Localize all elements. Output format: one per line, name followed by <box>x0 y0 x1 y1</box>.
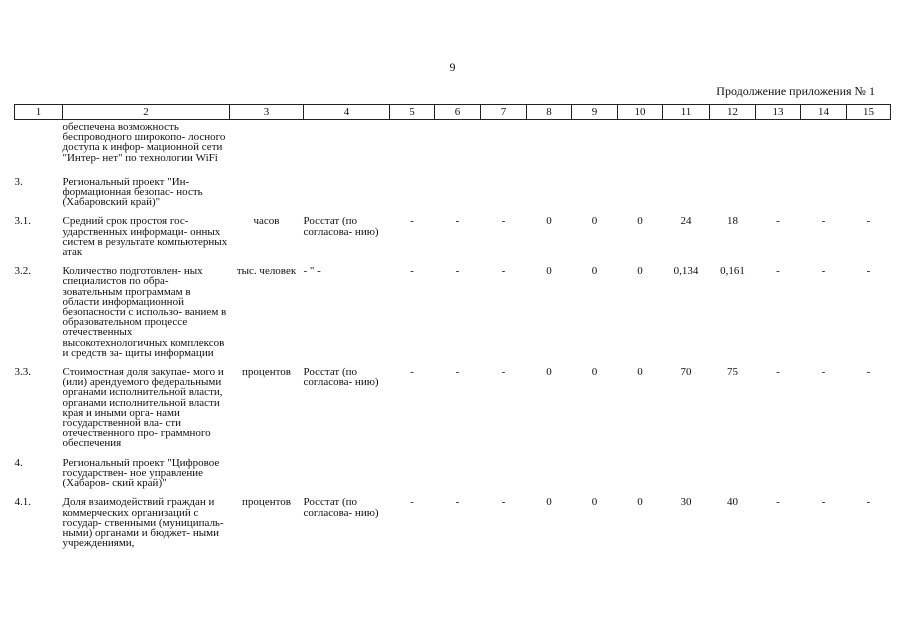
table-row <box>15 361 891 452</box>
indicator-name: Количество подготовлен- ных специалистов по обра- зовательным программам в области информационной безопасности с использо- ванием в образовательном процессе отечественных высокотехнологичных комплексов и средств за- щиты информации <box>62 265 227 359</box>
indicator-table <box>14 104 891 551</box>
table-row <box>15 120 891 171</box>
value-cell <box>756 452 801 492</box>
value-cell: - <box>455 265 460 278</box>
value-cell <box>527 452 572 492</box>
row-number: 3.1. <box>14 215 31 228</box>
unit-of-measure <box>230 171 304 211</box>
value-cell <box>756 120 801 171</box>
unit-of-measure: тыс. человек <box>236 265 297 278</box>
value-cell: - <box>866 215 871 228</box>
col-header: 8 <box>527 105 572 120</box>
value-cell: - <box>776 496 780 509</box>
value-cell: 0 <box>546 496 552 509</box>
indicator-name: обеспечена возможность беспроводного широкопо- лосного доступа к инфор- мационной сети "Интер- нет" по технологии WiFi <box>62 121 226 164</box>
value-cell: - <box>821 366 826 379</box>
value-cell: - <box>821 265 826 278</box>
col-header: 4 <box>304 105 390 120</box>
col-header: 14 <box>801 105 847 120</box>
data-source: - " - <box>303 265 321 278</box>
value-cell <box>481 452 527 492</box>
value-cell: 24 <box>680 215 692 228</box>
value-cell <box>801 452 847 492</box>
value-cell <box>801 120 847 171</box>
table-row <box>15 171 891 211</box>
value-cell <box>663 452 710 492</box>
col-header: 3 <box>230 105 304 120</box>
column-number-header-row <box>15 105 891 120</box>
col-header: 2 <box>63 105 230 120</box>
value-cell: - <box>410 215 414 228</box>
value-cell: - <box>776 215 780 228</box>
value-cell <box>618 452 663 492</box>
row-number: 4.1. <box>14 496 31 509</box>
value-cell: 40 <box>727 496 738 509</box>
row-number: 4. <box>14 456 23 469</box>
value-cell: - <box>776 265 780 278</box>
indicator-name: Доля взаимодействий граждан и коммерческих организаций с государ- ственными (муниципаль- ными) органами и бюджет- ными учреждениями, <box>62 496 224 550</box>
data-source: Росстат (по согласова- нию) <box>303 366 379 389</box>
value-cell: 0 <box>637 496 643 509</box>
value-cell: 0 <box>546 215 552 228</box>
value-cell <box>710 120 756 171</box>
value-cell: - <box>501 265 506 278</box>
value-cell: 0,161 <box>720 265 745 278</box>
unit-of-measure: процентов <box>242 496 291 509</box>
value-cell: 18 <box>727 215 738 228</box>
value-cell: 75 <box>727 366 738 379</box>
value-cell <box>572 171 618 211</box>
value-cell: 0 <box>637 215 643 228</box>
row-number: 3. <box>14 175 23 188</box>
value-cell: 0 <box>546 366 552 379</box>
value-cell: 0 <box>637 366 643 379</box>
value-cell <box>435 171 481 211</box>
appendix-continuation-label: Продолжение приложения № 1 <box>716 84 875 98</box>
value-cell: - <box>410 366 414 379</box>
value-cell: - <box>455 496 460 509</box>
col-header: 15 <box>847 105 891 120</box>
value-cell <box>527 171 572 211</box>
value-cell <box>618 171 663 211</box>
value-cell <box>710 171 756 211</box>
unit-of-measure <box>230 452 304 492</box>
indicator-name: Региональный проект "Цифровое государствен- ное управление (Хабаров- ский край)" <box>62 456 220 490</box>
value-cell <box>618 120 663 171</box>
col-header: 5 <box>390 105 435 120</box>
col-header: 9 <box>572 105 618 120</box>
value-cell: 0 <box>591 366 598 379</box>
page-number: 9 <box>449 60 456 74</box>
table-row <box>15 452 891 492</box>
value-cell <box>481 171 527 211</box>
table-row <box>15 491 891 551</box>
data-source <box>304 452 390 492</box>
row-number: 3.2. <box>14 265 31 278</box>
value-cell: - <box>501 215 506 228</box>
value-cell <box>847 452 891 492</box>
value-cell <box>663 120 710 171</box>
value-cell: - <box>410 265 414 278</box>
col-header: 10 <box>618 105 663 120</box>
value-cell: 0 <box>591 265 598 278</box>
value-cell <box>390 171 435 211</box>
value-cell <box>572 120 618 171</box>
col-header: 13 <box>756 105 801 120</box>
col-header: 6 <box>435 105 481 120</box>
table-row <box>15 260 891 361</box>
value-cell <box>390 452 435 492</box>
data-source <box>304 171 390 211</box>
value-cell <box>847 120 891 171</box>
value-cell <box>390 120 435 171</box>
value-cell: 0,134 <box>673 265 699 278</box>
value-cell: - <box>455 215 460 228</box>
value-cell <box>756 171 801 211</box>
value-cell <box>847 171 891 211</box>
value-cell: - <box>776 366 780 379</box>
value-cell: 0 <box>637 265 643 278</box>
value-cell: - <box>866 496 871 509</box>
col-header: 11 <box>663 105 710 120</box>
unit-of-measure <box>230 120 304 171</box>
value-cell: 0 <box>591 496 598 509</box>
value-cell: - <box>501 496 506 509</box>
unit-of-measure: часов <box>253 215 280 228</box>
col-header: 1 <box>15 105 63 120</box>
indicator-name: Стоимостная доля закупае- мого и (или) арендуемого федеральными органами исполнительной власти, органами исполнительной власти края и иными орга- нами государственной вла- сти отечественного про- граммного обеспечения <box>62 366 224 450</box>
value-cell: - <box>866 366 871 379</box>
value-cell <box>572 452 618 492</box>
value-cell: - <box>455 366 460 379</box>
table-row <box>15 210 891 260</box>
indicator-name: Региональный проект "Ин- формационная безопас- ность (Хабаровский край)" <box>62 175 203 209</box>
value-cell <box>663 171 710 211</box>
value-cell <box>801 171 847 211</box>
value-cell <box>435 120 481 171</box>
col-header: 7 <box>481 105 527 120</box>
data-source <box>304 120 390 171</box>
row-number <box>15 120 63 171</box>
value-cell: - <box>866 265 871 278</box>
value-cell <box>481 120 527 171</box>
value-cell: - <box>821 496 826 509</box>
value-cell <box>710 452 756 492</box>
indicator-name: Средний срок простоя гос- ударственных информаци- онных систем в результате компьютерных атак <box>62 215 228 259</box>
value-cell: 30 <box>680 496 692 509</box>
value-cell: - <box>410 496 414 509</box>
value-cell: 0 <box>546 265 552 278</box>
unit-of-measure: процентов <box>242 366 291 379</box>
table-body <box>15 120 891 552</box>
col-header: 12 <box>710 105 756 120</box>
value-cell <box>527 120 572 171</box>
data-source: Росстат (по согласова- нию) <box>303 215 379 238</box>
value-cell: 0 <box>591 215 598 228</box>
data-source: Росстат (по согласова- нию) <box>303 496 379 519</box>
value-cell: - <box>501 366 506 379</box>
value-cell <box>435 452 481 492</box>
value-cell: 70 <box>680 366 692 379</box>
value-cell: - <box>821 215 826 228</box>
row-number: 3.3. <box>14 366 31 379</box>
